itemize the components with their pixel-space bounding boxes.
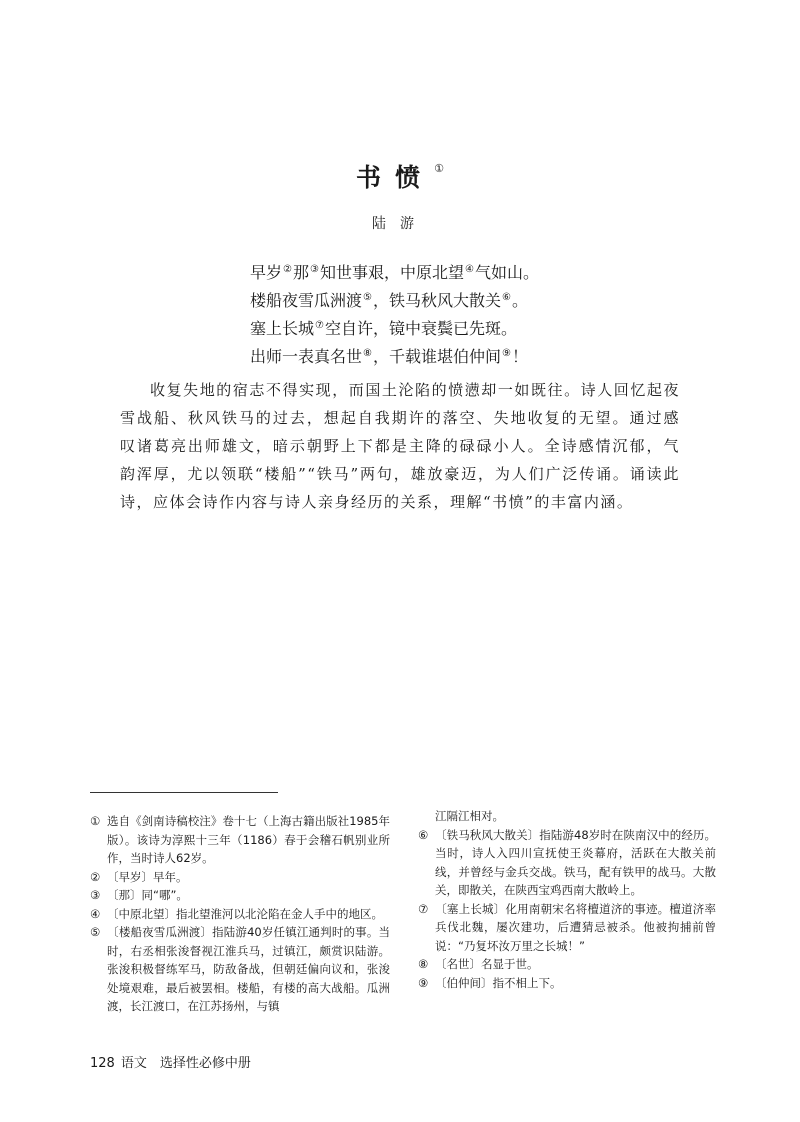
poem-text: 那 xyxy=(292,263,309,282)
poem-line xyxy=(250,340,539,368)
footnote-text: 〔伯仲间〕指不相上下。 xyxy=(435,975,562,990)
footnote-text: 〔楼船夜雪瓜洲渡〕指陆游40岁任镇江通判时的事。当时，右丞相张浚督视江淮兵马，过镇江，颇赏识陆游。张浚积极督练军马，防敌备战，但朝廷偏向议和，张浚处境艰难，最后被罢相。楼船，有楼的高大战船。瓜洲渡，长江渡口，在江苏扬州，与镇 xyxy=(107,925,390,1013)
footnotes-right-column xyxy=(418,807,716,992)
footnote-item xyxy=(418,807,716,826)
footnote-marker: ⑨ xyxy=(502,348,511,359)
poem-title xyxy=(0,158,800,194)
poem-line xyxy=(250,284,539,312)
footnote-text: 〔名世〕名显于世。 xyxy=(435,957,539,971)
footnote-text: 〔铁马秋风大散关〕指陆游48岁时在陕南汉中的经历。当时，诗人入四川宣抚使王炎幕府，活跃在大散关前线，并曾经与金兵交战。铁马，配有铁甲的战马。大散关，即散关，在陕西宝鸡西南大散岭上。 xyxy=(435,827,716,897)
footnotes-left-column xyxy=(90,812,390,1016)
footnote-number: ⑦ xyxy=(418,901,429,916)
page-number: 128 xyxy=(90,1056,115,1071)
poem-text: 气如山。 xyxy=(474,263,539,282)
poem-line xyxy=(250,256,539,284)
footnote-marker: ② xyxy=(283,264,292,275)
footnote-text: 选自《剑南诗稿校注》卷十七（上海古籍出版社1985年版）。该诗为淳熙十三年（1186）春于会稽石帆别业所作，当时诗人62岁。 xyxy=(107,814,390,865)
footnote-marker: ⑥ xyxy=(502,292,511,303)
footnote-number: ⑤ xyxy=(90,925,101,939)
poem-text: 。 xyxy=(511,291,528,310)
footnote-text: 江隔江相对。 xyxy=(435,809,504,823)
footnote-text: 〔塞上长城〕化用南朝宋名将檀道济的事迹。檀道济率兵伐北魏，屡次建功，后遭猜忌被杀。他被拘捕前曾说：“乃复坏汝万里之长城！” xyxy=(435,901,716,953)
footnote-text: 〔早岁〕早年。 xyxy=(107,869,188,884)
poem-text: 楼船夜雪瓜洲渡 xyxy=(250,291,363,310)
footnote-item xyxy=(90,868,390,887)
footnote-number: ③ xyxy=(90,888,101,902)
page-footer xyxy=(90,1052,251,1071)
poem-text: 早岁 xyxy=(250,263,283,282)
poem-text: 塞上长城 xyxy=(250,319,315,338)
footnote-item xyxy=(90,886,390,905)
footnote-item xyxy=(418,974,716,993)
footnote-number: ⑧ xyxy=(418,957,429,971)
footnote-marker: ⑤ xyxy=(363,292,372,303)
footnote-number: ② xyxy=(90,869,101,884)
footnote-number: ④ xyxy=(90,906,101,921)
footnote-number: ⑥ xyxy=(418,827,429,842)
poem-text: ，铁马秋风大散关 xyxy=(372,291,501,310)
footnote-item xyxy=(418,900,716,956)
footnote-marker: ④ xyxy=(464,264,474,275)
poem-text: 出师一表真名世 xyxy=(250,347,363,366)
footnote-item xyxy=(90,905,390,924)
footnote-item xyxy=(90,923,390,1016)
footnote-item xyxy=(418,955,716,974)
poem-author: 陆游 xyxy=(372,216,428,232)
footnote-item xyxy=(90,812,390,868)
poem-body xyxy=(250,256,539,368)
title-footnote-marker: ① xyxy=(434,162,444,175)
footnote-text: 〔中原北望〕指北望淮河以北沦陷在金人手中的地区。 xyxy=(107,906,383,921)
poem-title-text: 书愤 xyxy=(356,163,435,192)
footnote-divider xyxy=(90,792,278,793)
footnote-text: 〔那〕同“哪”。 xyxy=(107,888,188,902)
poem-text: 知世事艰，中原北望 xyxy=(319,263,464,282)
poem-text: ，千载谁堪伯仲间 xyxy=(372,347,501,366)
footnote-marker: ⑧ xyxy=(363,348,372,359)
footnote-marker: ③ xyxy=(310,264,319,275)
poem-text: ！ xyxy=(511,347,528,366)
poem-text: 空自许，镜中衰鬓已先斑。 xyxy=(324,319,517,338)
footnote-item xyxy=(418,826,716,900)
footnote-number: ① xyxy=(90,814,101,828)
book-title: 语文 选择性必修中册 xyxy=(120,1056,251,1071)
poem-line xyxy=(250,312,539,340)
footnote-marker: ⑦ xyxy=(315,320,324,331)
intro-paragraph: 收复失地的宿志不得实现，而国土沦陷的愤懑却一如既往。诗人回忆起夜雪战船、秋风铁马的过去，想起自我期许的落空、失地收复的无望。通过感叹诸葛亮出师雄文，暗示朝野上下都是主降的碌碌小人。全诗感情沉郁，气韵浑厚，尤以领联“楼船”“铁马”两句，雄放豪迈，为人们广泛传诵。诵读此诗，应体会诗作内容与诗人亲身经历的关系，理解“书愤”的丰富内涵。 xyxy=(120,381,680,511)
footnote-number: ⑨ xyxy=(418,975,429,990)
